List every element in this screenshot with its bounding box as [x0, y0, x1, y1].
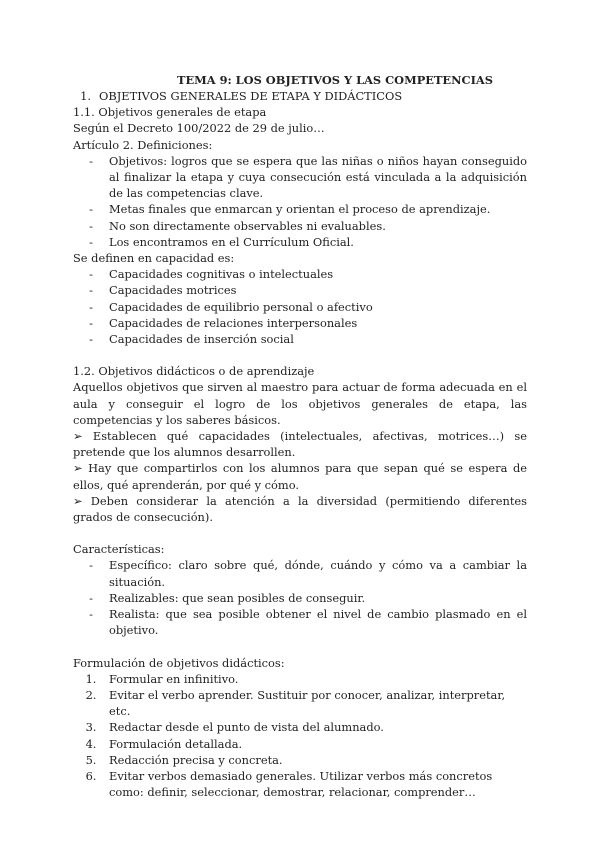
subsection-heading-1: 1.1. Objetivos generales de etapa	[73, 105, 267, 120]
list-item	[73, 315, 527, 331]
list-item-text: Los encontramos en el Currículum Oficial.	[109, 234, 354, 249]
dash-marker: -	[89, 607, 93, 622]
item-number: 2.	[85, 687, 97, 702]
section-title: OBJETIVOS GENERALES DE ETAPA Y DIDÁCTICOS	[99, 89, 403, 103]
arrow-point: ➢ Hay que compartirlos con los alumnos para que sepan qué se espera de ellos, qué aprenderán, por qué y cómo.	[73, 461, 527, 492]
list-item	[73, 768, 527, 800]
dash-marker: -	[89, 283, 93, 298]
arrow-point: ➢ Establecen qué capacidades (intelectuales, afectivas, motrices…) se pretende que los alumnos desarrollen.	[73, 429, 527, 460]
capacities-list	[73, 266, 527, 347]
definitions-list	[73, 153, 527, 250]
dash-marker: -	[89, 590, 93, 605]
list-item-text: Evitar el verbo aprender. Sustituir por conocer, analizar, interpretar, etc.	[109, 687, 506, 719]
list-item	[73, 299, 527, 315]
list-item-text: Capacidades de inserción social	[109, 332, 294, 347]
arrow-point: ➢ Deben considerar la atención a la diversidad (permitiendo diferentes grados de consecución).	[73, 493, 527, 525]
list-item	[73, 719, 527, 735]
list-item-text: Formular en infinitivo.	[109, 671, 239, 686]
list-item-text: Capacidades de relaciones interpersonales	[109, 315, 358, 330]
dash-marker: -	[89, 234, 93, 249]
item-number: 4.	[85, 736, 97, 751]
formulation-heading: Formulación de objetivos didácticos:	[73, 655, 285, 670]
characteristics-list	[73, 557, 527, 638]
list-item-text: Capacidades motrices	[109, 283, 237, 298]
list-item-text: Realista: que sea posible obtener el nivel de cambio plasmado en el objetivo.	[109, 607, 527, 638]
document-title: TEMA 9: LOS OBJETIVOS Y LAS COMPETENCIAS	[177, 73, 493, 87]
list-item-text: Realizables: que sean posibles de conseguir.	[109, 590, 366, 605]
item-number: 1.	[85, 671, 97, 686]
list-item	[73, 266, 527, 282]
document-page	[73, 72, 527, 800]
decree-reference: Según el Decreto 100/2022 de 29 de julio…	[73, 121, 325, 136]
article-reference: Artículo 2. Definiciones:	[73, 137, 213, 152]
dash-marker: -	[89, 202, 93, 217]
list-item	[73, 752, 527, 768]
dash-marker: -	[89, 332, 93, 347]
list-item	[73, 218, 527, 234]
list-item	[73, 331, 527, 347]
section-heading	[73, 88, 527, 104]
list-item-text: Formulación detallada.	[109, 736, 243, 751]
formulation-list	[73, 671, 527, 801]
dash-marker: -	[89, 558, 93, 573]
list-item-text: Redacción precisa y concreta.	[109, 752, 283, 767]
item-number: 5.	[85, 752, 97, 767]
list-item-text: Metas finales que enmarcan y orientan el proceso de aprendizaje.	[109, 202, 491, 217]
section-number: 1.	[80, 89, 91, 103]
characteristics-heading: Características:	[73, 542, 165, 557]
list-item-text: No son directamente observables ni evaluables.	[109, 218, 386, 233]
list-item	[73, 671, 527, 687]
list-item	[73, 687, 527, 719]
dash-marker: -	[89, 315, 93, 330]
dash-marker: -	[89, 218, 93, 233]
list-item	[73, 153, 527, 202]
list-item-text: Redactar desde el punto de vista del alumnado.	[109, 720, 384, 735]
list-item	[73, 557, 527, 589]
item-number: 6.	[85, 768, 97, 783]
dash-marker: -	[89, 153, 93, 168]
dash-marker: -	[89, 267, 93, 282]
list-item	[73, 736, 527, 752]
list-item	[73, 606, 527, 638]
list-item-text: Capacidades de equilibrio personal o afectivo	[109, 299, 373, 314]
item-number: 3.	[85, 720, 97, 735]
list-item-text: Capacidades cognitivas o intelectuales	[109, 267, 334, 282]
list-item-text: Evitar verbos demasiado generales. Utilizar verbos más concretos como: definir, seleccionar, demostrar, relacionar, comprender…	[109, 768, 493, 800]
subsection-heading-2: 1.2. Objetivos didácticos o de aprendizaje	[73, 364, 315, 379]
list-item-text: Específico: claro sobre qué, dónde, cuándo y cómo va a cambiar la situación.	[109, 558, 527, 589]
list-item	[73, 234, 527, 250]
list-item	[73, 282, 527, 298]
list-item	[73, 201, 527, 217]
list-item-text: Objetivos: logros que se espera que las niñas o niños hayan conseguido al finalizar la etapa y cuya consecución está vinculada a la adquisición de las competencias clave.	[109, 153, 527, 201]
capacity-intro: Se definen en capacidad es:	[73, 251, 235, 266]
dash-marker: -	[89, 299, 93, 314]
didactic-intro: Aquellos objetivos que sirven al maestro para actuar de forma adecuada en el aula y conseguir el logro de los objetivos generales de etapa, las competencias y los saberes básicos.	[73, 380, 527, 427]
list-item	[73, 590, 527, 606]
